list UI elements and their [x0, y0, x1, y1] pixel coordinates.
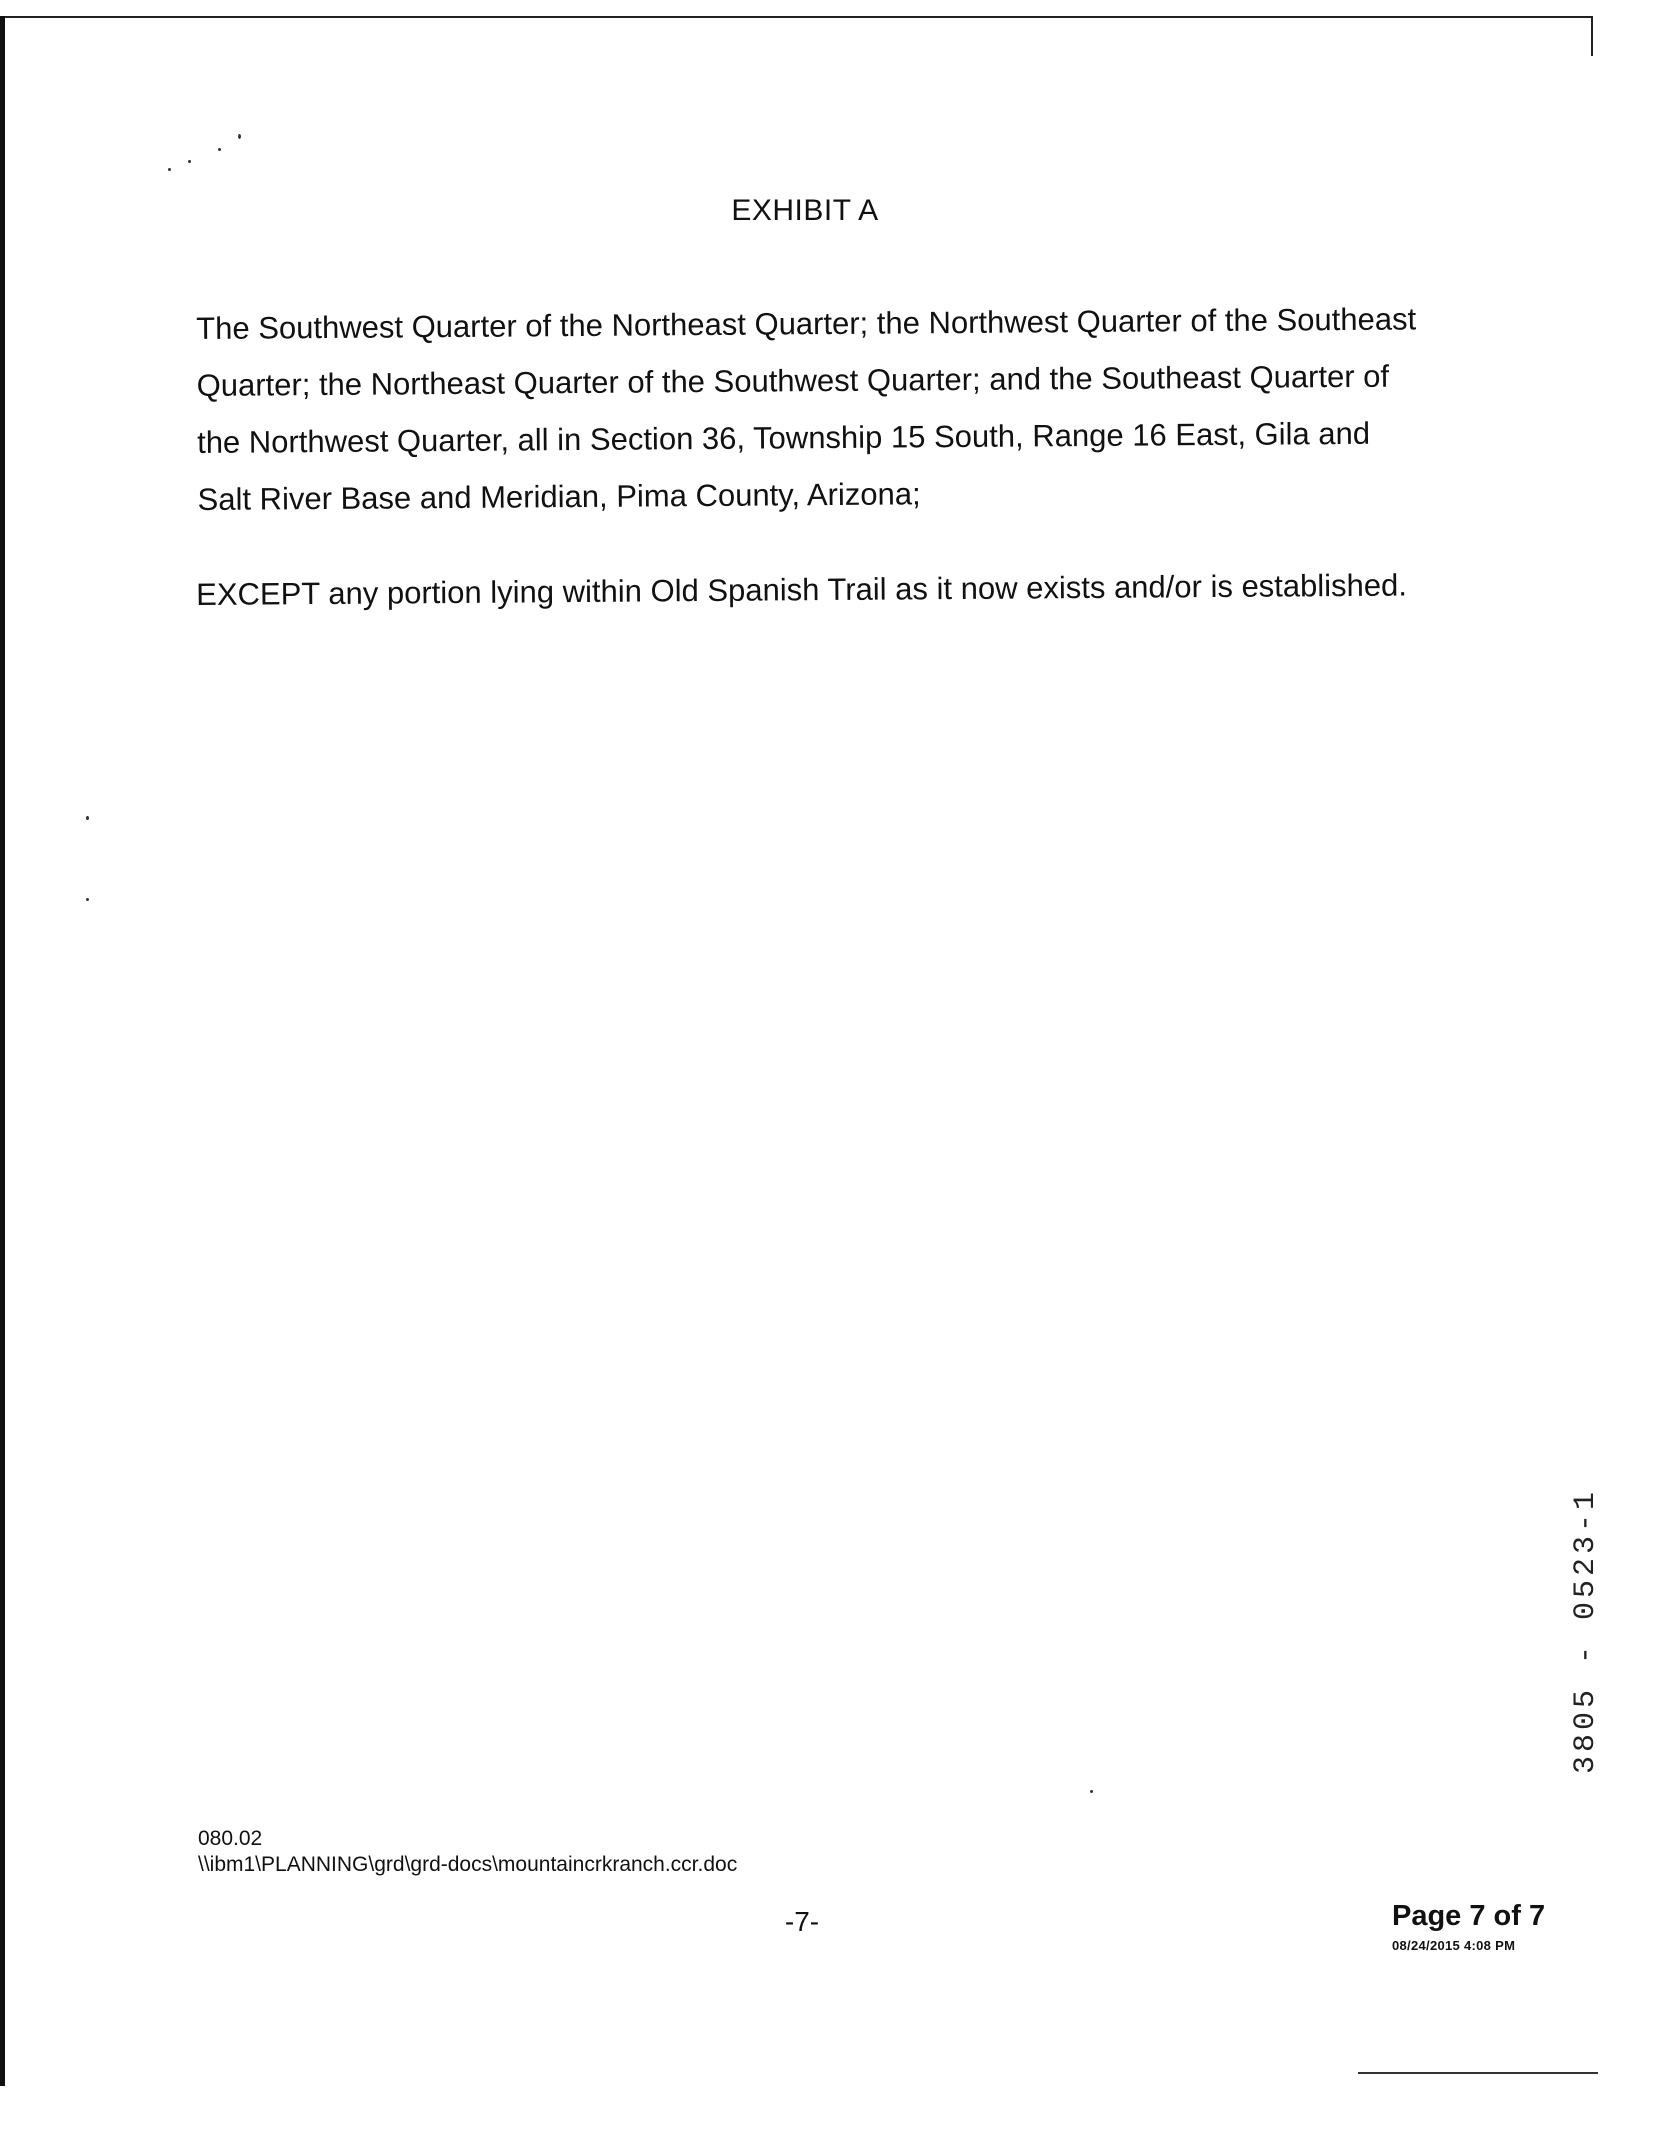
scan-edge-bottom: [1358, 2072, 1598, 2074]
footer-file-path: \\ibm1\PLANNING\grd\grd-docs\mountaincrkranch.ccr.doc: [198, 1853, 738, 1876]
scan-speck: [218, 148, 221, 151]
scan-edge-right: [1591, 16, 1593, 56]
footer-doc-number: 080.02: [198, 1827, 263, 1850]
scan-speck: [168, 168, 171, 171]
exception-paragraph: EXCEPT any portion lying within Old Spanish Trail as it now exists and/or is established.: [196, 567, 1408, 612]
scan-speck: [86, 816, 89, 820]
page-number-center: -7-: [784, 1906, 820, 1937]
page-count-label: Page 7 of 7: [1392, 1900, 1546, 1932]
footer-reference: [198, 1826, 737, 1878]
scan-speck: [1090, 1790, 1093, 1793]
scan-speck: [238, 134, 241, 139]
recording-stamp: 3805 - 0523-1: [1569, 1488, 1603, 1775]
exhibit-heading: EXHIBIT A: [731, 194, 879, 227]
scan-speck: [188, 160, 191, 163]
scan-edge-left: [0, 16, 5, 2086]
scan-edge-top: [0, 16, 1592, 18]
legal-description-paragraph: The Southwest Quarter of the Northeast Quarter; the Northwest Quarter of the Southeast Quarter; the Northeast Quarter of the Southwest Quarter; and the Southeast Quarter of the Northwest Quarter, all in Section 36, Township 15 South, Range 16 East, Gila and Salt River Base and Meridian, Pima County, Arizona;: [196, 301, 1417, 517]
scan-speck: [86, 898, 89, 901]
page-timestamp: 08/24/2015 4:08 PM: [1392, 1938, 1516, 1953]
